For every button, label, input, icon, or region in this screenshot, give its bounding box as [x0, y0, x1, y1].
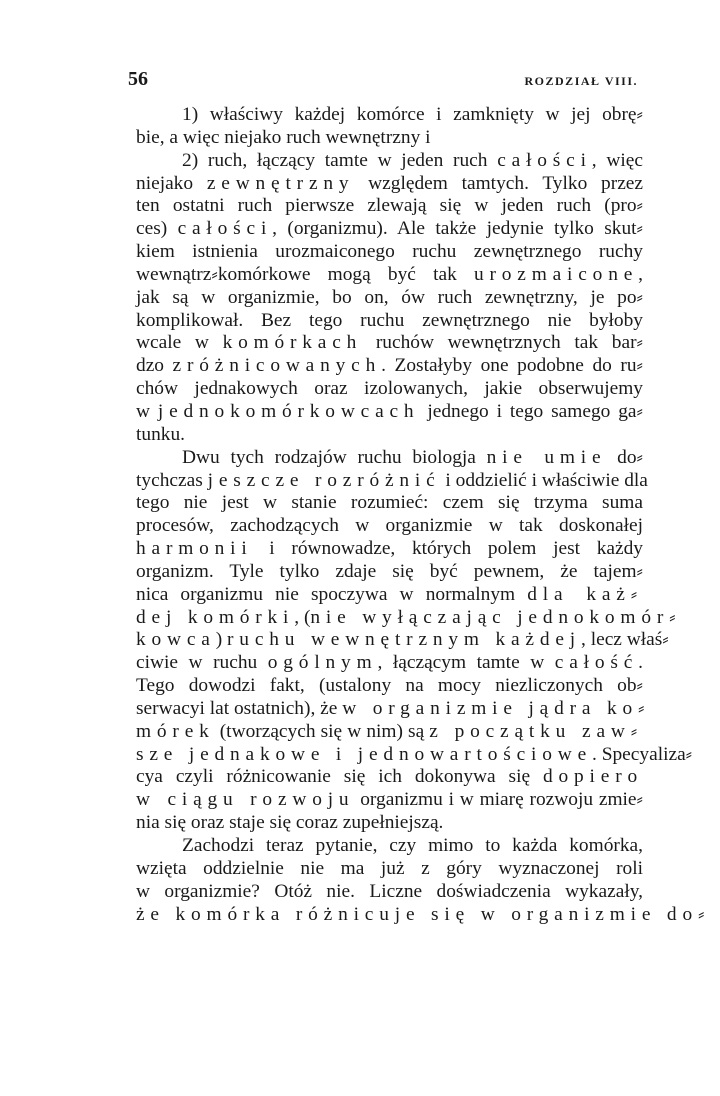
text-segment: tunku. [136, 423, 186, 445]
spaced-emphasis: dla każ⸗ [527, 583, 644, 605]
text-line [136, 127, 643, 150]
text-line [136, 652, 643, 675]
text-segment: Zachodzi teraz pytanie, czy mimo to każda komórka, [182, 835, 643, 856]
text-segment: komplikował. Bez tego ruchu zewnętrznego nie byłoby [136, 309, 643, 331]
text-segment: organizm. Tyle tylko zdaje się być pewnem, że tajem⸗ [136, 560, 643, 582]
text-line [136, 401, 643, 424]
spaced-emphasis: nie wyłączając jednokomór⸗ [310, 606, 682, 628]
text-line [136, 766, 643, 789]
text-line [136, 721, 643, 744]
spaced-emphasis: z początku zaw⸗ [429, 720, 643, 742]
text-segment: chów jednakowych oraz izolowanych, jakie obserwujemy [136, 378, 643, 400]
text-line [136, 195, 643, 218]
text-line [136, 743, 693, 767]
text-line [136, 903, 711, 927]
text-segment: w organizmie? Otóż nie. Liczne doświadczenia wykazały, [136, 880, 643, 902]
spaced-emphasis: komórkach [222, 332, 363, 354]
spaced-emphasis: mórek [136, 720, 215, 742]
spaced-emphasis: jeszcze rozróżnić [207, 469, 441, 491]
text-line [136, 812, 643, 835]
spaced-emphasis: dopiero [543, 766, 643, 788]
text-segment: (tworzących się w nim) są [214, 720, 430, 742]
spaced-emphasis: całości [177, 218, 273, 240]
text-segment: tychczas [136, 469, 208, 491]
text-line [136, 424, 643, 447]
text-segment: tego nie jest w stanie rozumieć: czem się trzyma suma [136, 492, 643, 514]
text-line [136, 241, 643, 264]
text-line [136, 561, 643, 584]
spaced-emphasis: ruchu wewnętrznym każdej [227, 629, 581, 651]
text-line [136, 310, 643, 333]
spaced-emphasis: całości [497, 149, 592, 171]
text-line [136, 469, 648, 493]
text-segment: niejako [136, 172, 207, 194]
text-segment: i równowadze, których polem jest każdy [252, 538, 643, 560]
text-segment: i oddzielić i właściwie dla [440, 469, 648, 491]
text-segment: , ( [294, 606, 311, 628]
text-segment: . [638, 652, 643, 674]
spaced-emphasis: nie umie [486, 446, 607, 468]
spaced-emphasis: zewnętrzny [206, 172, 355, 194]
text-segment: , więc [591, 149, 643, 171]
text-line [136, 675, 643, 698]
text-segment: dzo [136, 355, 173, 377]
text-segment: , (organizmu). Ale także jedynie tylko skut⸗ [272, 218, 643, 240]
text-segment: organizmu i w miarę rozwoju zmie⸗ [354, 789, 644, 811]
page-number: 56 [128, 68, 148, 90]
text-line [136, 881, 643, 904]
text-segment: jak są w organizmie, bo on, ów ruch zewnętrzny, je po⸗ [136, 286, 643, 308]
spaced-emphasis: całość [554, 652, 639, 674]
spaced-emphasis: kowca [136, 629, 216, 651]
text-segment: kiem istnienia urozmaiconego ruchu zewnętrznego ruchy [136, 241, 643, 263]
text-segment: . Specyaliza⸗ [592, 743, 693, 765]
text-line [136, 538, 643, 561]
text-segment: ciwie w ruchu [136, 652, 268, 674]
text-line [136, 492, 643, 515]
text-line [136, 835, 643, 858]
text-segment: 1) właściwy każdej komórce i zamknięty w jej obrę⸗ [182, 104, 643, 125]
text-line [136, 150, 643, 173]
text-segment: , [638, 263, 643, 285]
text-line [136, 515, 643, 538]
text-segment: ten ostatni ruch pierwsze zlewają się w jeden ruch (pro⸗ [136, 195, 643, 217]
text-line [136, 629, 669, 652]
spaced-emphasis: ogólnym [267, 652, 378, 674]
text-segment: bie, a więc niejako ruch wewnętrzny i [136, 126, 431, 148]
spaced-emphasis: jednokomórkowcach [157, 400, 420, 422]
text-segment: w [136, 400, 158, 422]
spaced-emphasis: w ciągu rozwoju [136, 789, 355, 811]
spaced-emphasis: dej komórki [136, 606, 295, 628]
text-line [136, 332, 643, 355]
text-segment: , łączącym tamte w [377, 652, 555, 674]
text-line [136, 173, 643, 196]
spaced-emphasis: harmonii [136, 538, 253, 560]
text-line [136, 104, 643, 127]
spaced-emphasis: w organizmie jądra ko⸗ [342, 697, 651, 719]
text-segment: Tego dowodzi fakt, (ustalony na mocy niezliczonych ob⸗ [136, 675, 643, 697]
text-segment: cya czyli różnicowanie się ich dokonywa się [136, 766, 544, 788]
text-segment: jednego i tego samego ga⸗ [419, 400, 643, 422]
text-segment: wcale w [136, 332, 223, 354]
spaced-emphasis: sze jednakowe i jednowartościowe [136, 743, 592, 765]
text-line [136, 287, 643, 310]
text-line [136, 697, 651, 721]
spaced-emphasis: zróżnicowanych [172, 355, 382, 377]
text-line [136, 858, 643, 881]
text-segment: 2) ruch, łączący tamte w jeden ruch [182, 149, 498, 171]
text-line [136, 264, 643, 287]
text-line [136, 584, 643, 607]
text-line [136, 355, 643, 378]
text-segment: , lecz właś⸗ [581, 629, 669, 651]
text-line [136, 606, 682, 630]
text-segment: wewnątrz⸗komórkowe mogą być tak [136, 263, 474, 285]
text-segment: do⸗ [606, 446, 643, 468]
text-segment: serwacyi lat ostatnich), że [136, 697, 343, 719]
text-segment: nica organizmu nie spoczywa w normalnym [136, 583, 528, 605]
body-text [136, 104, 711, 926]
text-segment: procesów, zachodzących w organizmie w tak doskonałej [136, 515, 643, 537]
spaced-emphasis: urozmaicone [473, 263, 639, 285]
text-segment: względem tamtych. Tylko przez [354, 172, 644, 194]
text-line [136, 789, 643, 812]
text-segment: Dwu tych rodzajów ruchu biologja [182, 446, 487, 468]
text-segment: . Zostałyby one podobne do ru⸗ [381, 355, 643, 377]
running-head: ROZDZIAŁ VIII. [524, 74, 638, 88]
text-segment: ruchów wewnętrznych tak bar⸗ [362, 332, 643, 354]
text-segment: ) [215, 629, 228, 651]
spaced-emphasis: że komórka różnicuje się w organizmie do⸗ [136, 903, 711, 925]
text-segment: wzięta oddzielnie nie ma już z góry wyznaczonej roli [136, 857, 643, 879]
text-line [136, 447, 643, 470]
text-segment: ces) [136, 218, 178, 240]
text-line [136, 378, 643, 401]
page-header [128, 68, 638, 91]
text-segment: nia się oraz staje się coraz zupełniejszą. [136, 812, 444, 834]
text-line [136, 218, 643, 241]
